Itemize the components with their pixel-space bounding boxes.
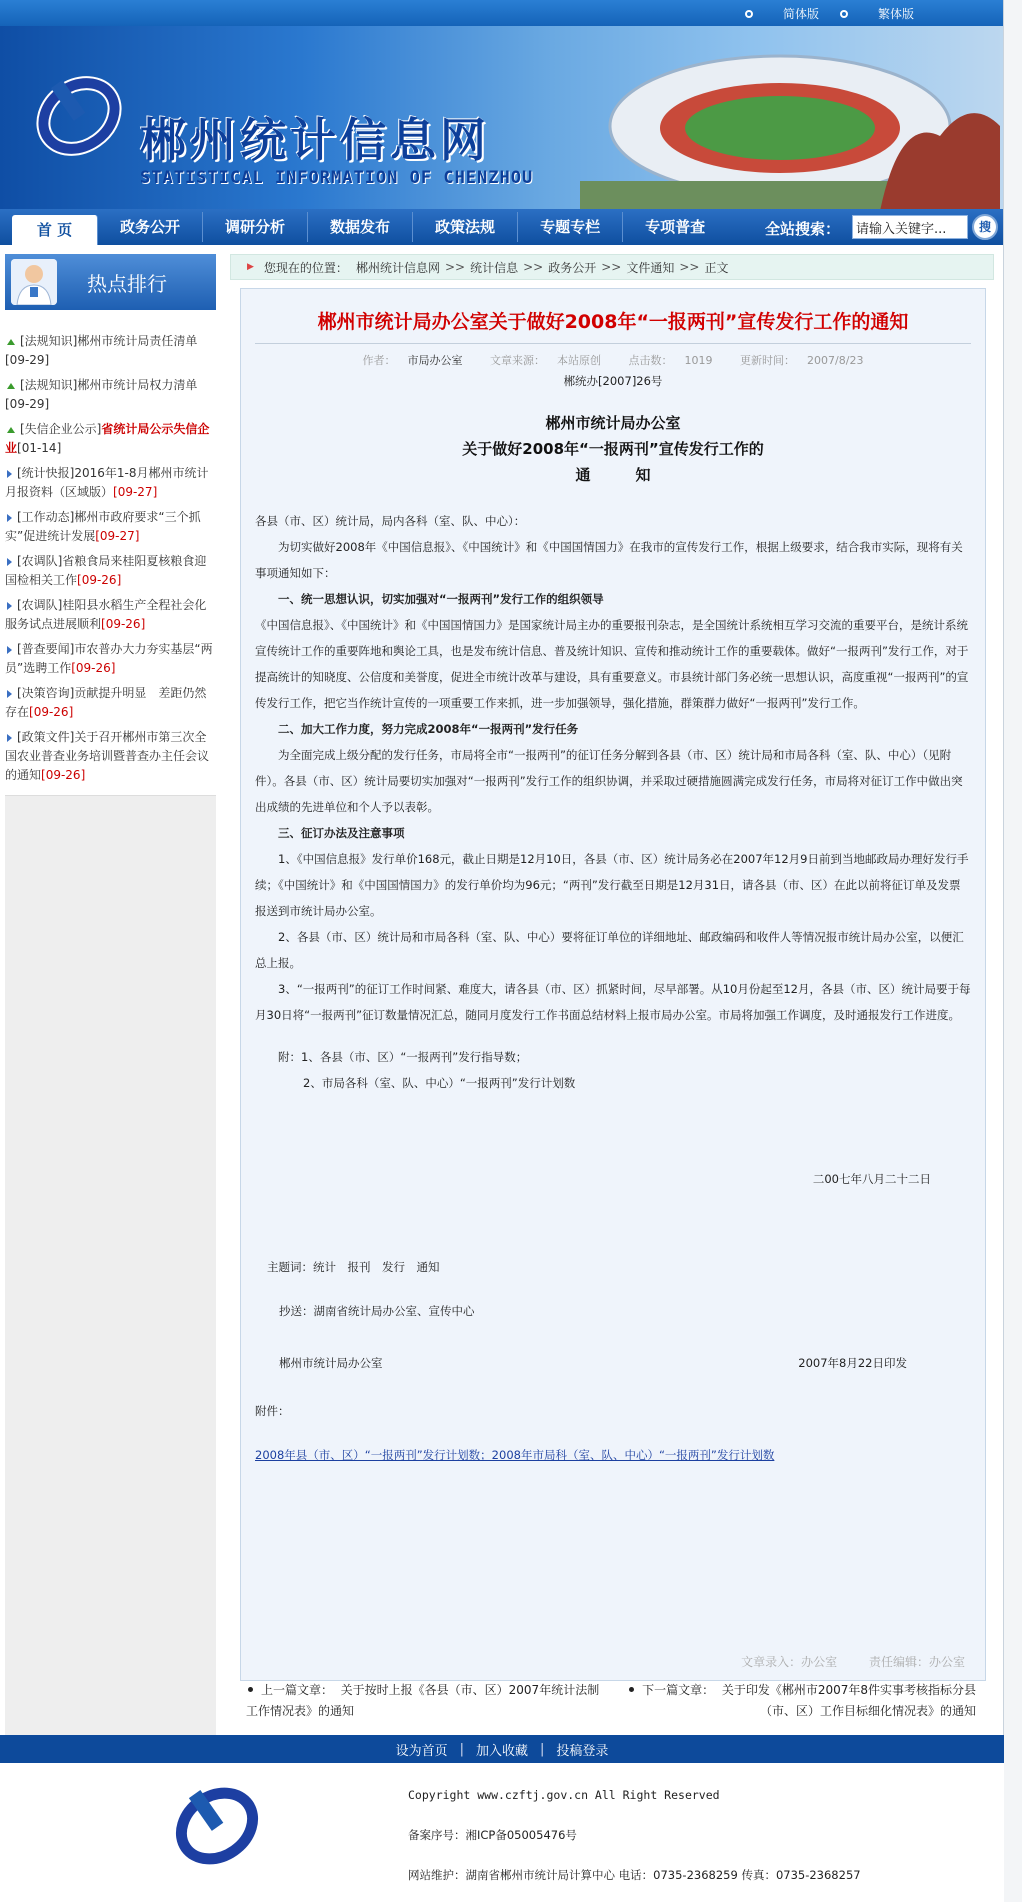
- arrow-right-icon: [7, 646, 12, 654]
- site-banner: [0, 26, 1003, 209]
- hot-item[interactable]: [法规知识]郴州市统计局责任清单 [09-29]: [5, 334, 198, 367]
- nav-home[interactable]: 首 页: [12, 215, 98, 245]
- bullet-icon: [248, 1687, 253, 1692]
- hot-item[interactable]: [农调队]桂阳县水稻生产全程社会化服务试点进展顺利[09-26]: [5, 598, 207, 631]
- traditional-label[interactable]: 繁体版: [878, 7, 915, 21]
- site-title: 郴州统计信息网: [140, 113, 490, 167]
- circle-icon: [745, 10, 753, 18]
- arrow-up-icon: [7, 339, 15, 345]
- article: [240, 288, 986, 1681]
- breadcrumb-link[interactable]: 文件通知: [626, 260, 675, 275]
- simplified-link[interactable]: [745, 5, 819, 22]
- nav-research[interactable]: 调研分析: [203, 212, 308, 242]
- attachment-label: 附件：: [255, 1404, 290, 1418]
- right-gutter: [1004, 0, 1022, 1902]
- hot-item[interactable]: [决策咨询]贡献提升明显 差距仍然存在[09-26]: [5, 686, 207, 719]
- breadcrumb-link[interactable]: 政务公开: [548, 260, 597, 275]
- nav-census[interactable]: 专项普查: [645, 218, 706, 236]
- hot-ranking-title: 热点排行: [87, 272, 167, 296]
- section-heading: 一、统一思想认识，切实加强对“一报两刊”发行工作的组织领导: [278, 592, 604, 606]
- paragraph: 为切实做好2008年《中国信息报》、《中国统计》和《中国国情国力》在我市的宣传发行工作，根据上级要求，结合我市实际，现将有关事项通知如下：: [255, 540, 963, 580]
- main-nav: [0, 209, 1003, 245]
- traditional-link[interactable]: [840, 5, 914, 22]
- site-logo-icon: [36, 73, 122, 159]
- paragraph: 2、各县（市、区）统计局和市局各科（室、队、中心）要将征订单位的详细地址、邮政编码和收件人等情况报市统计局办公室，以便汇总上报。: [255, 930, 964, 970]
- left-column-filler: [5, 796, 216, 1736]
- paragraph: 1、《中国信息报》发行单价168元，截止日期是12月10日，各县（市、区）统计局务必在2007年12月9日前到当地邮政局办理好发行手续；《中国统计》和《中国国情国力》的发行单价均为96元；“两刊”发行截至日期是12月31日，请各县（市、区）在此以前将征订单及发票报送到市统计局办公室。: [255, 852, 969, 918]
- breadcrumb-link[interactable]: 郴州统计信息网: [355, 260, 440, 275]
- footer-logo-icon: [173, 1783, 261, 1869]
- next-article-link[interactable]: 下一篇文章： 关于印发《郴州市2007年8件实事考核指标分县（市、区）工作目标细化情况表》的通知: [616, 1680, 976, 1722]
- bullet-icon: [629, 1687, 634, 1692]
- arrow-right-icon: [7, 690, 12, 698]
- arrow-right-icon: ▶: [247, 262, 254, 272]
- doc-head-3: 通 知: [575, 466, 651, 484]
- doctor-avatar-icon: [11, 259, 57, 305]
- breadcrumb-label: 您现在的位置：: [263, 260, 348, 275]
- section-heading: 三、征订办法及注意事项: [278, 826, 405, 840]
- search-button[interactable]: 搜: [972, 214, 998, 240]
- nav-policy[interactable]: 政策法规: [413, 212, 518, 242]
- hot-item[interactable]: [政策文件]关于召开郴州市第三次全国农业普查业务培训暨普查办主任会议的通知[09-26]: [5, 730, 210, 782]
- hot-item[interactable]: [失信企业公示]省统计局公示失信企业[01-14]: [5, 422, 210, 455]
- breadcrumb-link[interactable]: 统计信息: [470, 260, 519, 275]
- stadium-image: [580, 36, 1000, 209]
- search-label: 全站搜索：: [765, 220, 841, 238]
- paragraph: 为全面完成上级分配的发行任务，市局将全市“一报两刊”的征订任务分解到各县（市、区）统计局和市局各科（室、队、中心）（见附件）。各县（市、区）统计局要切实加强对“一报两刊”发行工作的组织协调，并采取过硬措施圆满完成发行任务，市局将对征订工作中做出突出成绩的先进单位和个人予以表彰。: [255, 748, 963, 814]
- nav-data-release[interactable]: 数据发布: [308, 212, 413, 242]
- add-favorite-link[interactable]: 加入收藏: [475, 1743, 528, 1759]
- doc-head-1: 郴州市统计局办公室: [545, 414, 681, 432]
- site-subtitle: STATISTICAL INFORMATION OF CHENZHOU: [140, 168, 534, 188]
- attachment-note: 附：1、各县（市、区）“一报两刊”发行指导数；: [278, 1050, 528, 1064]
- doc-number: 郴统办[2007]26号: [563, 374, 663, 388]
- hot-ranking-panel: [5, 254, 216, 1736]
- doc-date: 二00七年八月二十二日: [812, 1172, 931, 1186]
- simplified-label[interactable]: 简体版: [783, 7, 820, 21]
- circle-icon: [840, 10, 848, 18]
- copyright: Copyright www.czftj.gov.cn All Right Reserved: [408, 1788, 720, 1802]
- search-input[interactable]: [852, 215, 968, 239]
- section-heading: 二、加大工作力度，努力完成2008年“一报两刊”发行任务: [278, 722, 579, 736]
- keywords: 主题词：统计 报刊 发行 通知: [267, 1260, 440, 1274]
- arrow-up-icon: [7, 427, 15, 433]
- article-meta: 作者： 市局办公室 文章来源： 本站原创 点击数： 1019 更新时间： 2007/8/23: [362, 354, 864, 367]
- attachment-link[interactable]: 2008年县（市、区）“一报两刊”发行计划数；2008年市局科（室、队、中心）“一报两刊”发行计划数: [255, 1448, 775, 1462]
- icp-number: 备案序号：湘ICP备05005476号: [408, 1828, 577, 1842]
- hot-item[interactable]: [统计快报]2016年1-8月郴州市统计月报资料（区域版）[09-27]: [5, 466, 209, 499]
- set-homepage-link[interactable]: 设为首页: [395, 1743, 448, 1759]
- footer: [0, 1763, 1004, 1902]
- hot-list: [5, 310, 216, 796]
- maintainer: 网站维护：湖南省郴州市统计局计算中心 电话：0735-2368259 传真：0735-2368257: [408, 1868, 861, 1882]
- issue-line: 郴州市统计局办公室 2007年8月22日印发: [279, 1356, 907, 1370]
- footer-info: [408, 1775, 861, 1895]
- hot-item[interactable]: [普查要闻]市农普办大力夯实基层“两员”选聘工作[09-26]: [5, 642, 213, 675]
- arrow-right-icon: [7, 602, 12, 610]
- prev-article-link[interactable]: 上一篇文章： 关于按时上报《各县（市、区）2007年统计法制工作情况表》的通知: [246, 1683, 600, 1718]
- article-editors: 文章录入：办公室 责任编辑：办公室: [741, 1655, 965, 1669]
- hot-item[interactable]: [工作动态]郴州市政府要求“三个抓实”促进统计发展[09-27]: [5, 510, 201, 543]
- salutation: 各县（市、区）统计局，局内各科（室、队、中心）：: [255, 514, 526, 528]
- article-body: [241, 368, 985, 1468]
- arrow-up-icon: [7, 383, 15, 389]
- submit-login-link[interactable]: 投稿登录: [556, 1743, 609, 1759]
- top-bar: [0, 0, 1003, 26]
- doc-head-2: 关于做好2008年“一报两刊”宣传发行工作的: [462, 440, 764, 458]
- breadcrumb-current: 正文: [704, 260, 729, 275]
- arrow-right-icon: [7, 734, 12, 742]
- hot-ranking-header: [5, 254, 216, 310]
- breadcrumb: ▶ 您现在的位置： 郴州统计信息网 >> 统计信息 >> 政务公开 >> 文件通知 >> 正文: [230, 254, 994, 280]
- attachment-note: 2、市局各科（室、队、中心）“一报两刊”发行计划数: [303, 1076, 576, 1090]
- hot-item[interactable]: [农调队]省粮食局来桂阳夏核粮食迎国检相关工作[09-26]: [5, 554, 207, 587]
- arrow-right-icon: [7, 470, 12, 478]
- nav-gov-affairs[interactable]: 政务公开: [98, 212, 203, 242]
- article-title: 郴州市统计局办公室关于做好2008年“一报两刊”宣传发行工作的通知: [317, 311, 909, 333]
- paragraph: 《中国信息报》、《中国统计》和《中国国情国力》是国家统计局主办的重要报刊杂志，是全国统计系统相互学习交流的重要平台，是统计系统宣传统计工作的重要阵地和舆论工具，也是发布统计信息、普及统计知识、宣传和推动统计工作的重要载体。做好“一报两刊”发行工作，对于提高统计的知晓度、公信度和美誉度，促进全市统计改革与建设，具有重要意义。市县统计部门务必统一思想认识，高度重视“一报两刊”的宣传发行工作，把它当作统计宣传的一项重要工作来抓，进一步加强领导，强化措施，群策群力做好“一报两刊”发行工作。: [255, 618, 969, 710]
- main-content: [228, 254, 996, 1681]
- paragraph: 3、“一报两刊”的征订工作时间紧、难度大，请各县（市、区）抓紧时间，尽早部署。从10月份起至12月，各县（市、区）统计局要于每月30日将“一报两刊”征订数量情况汇总，随同月度发行工作书面总结材料上报市局办公室。市局将加强工作调度，及时通报发行工作进度。: [255, 982, 971, 1022]
- footer-links: 设为首页 | 加入收藏 | 投稿登录: [0, 1735, 1004, 1763]
- arrow-right-icon: [7, 558, 12, 566]
- hot-item[interactable]: [法规知识]郴州市统计局权力清单 [09-29]: [5, 378, 198, 411]
- cc-line: 抄送：湖南省统计局办公室、宣传中心: [279, 1304, 475, 1318]
- nav-topics[interactable]: 专题专栏: [518, 212, 623, 242]
- arrow-right-icon: [7, 514, 12, 522]
